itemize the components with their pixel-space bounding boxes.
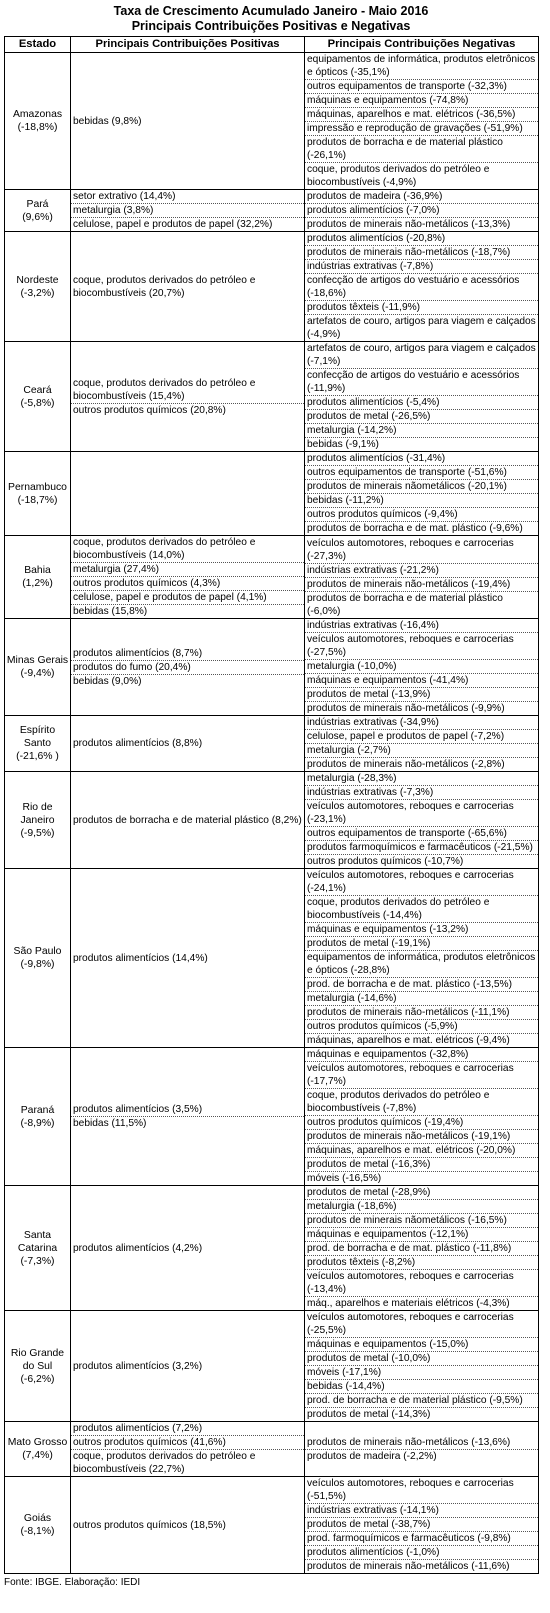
negative-contribution-item: máquinas e equipamentos (-12,1%) bbox=[305, 1227, 538, 1241]
state-cell bbox=[5, 342, 71, 452]
negative-contribution-item: produtos farmoquímicos e farmacêuticos (-21,5%) bbox=[305, 840, 538, 854]
state-rate: (1,2%) bbox=[22, 578, 53, 589]
negative-contribution-item: indústrias extrativas (-7,8%) bbox=[305, 259, 538, 273]
negative-contribution-item: equipamentos de informática, produtos eletrônicos e ópticos (-35,1%) bbox=[307, 54, 536, 78]
state-rate: (-18,8%) bbox=[17, 122, 58, 133]
negative-contributions-cell bbox=[305, 772, 539, 869]
header-negative: Principais Contribuições Negativas bbox=[305, 37, 539, 53]
negative-contribution-item: produtos de madeira (-36,9%) bbox=[307, 191, 443, 202]
state-rate: (-9,8%) bbox=[20, 959, 55, 970]
negative-contributions-cell bbox=[305, 452, 539, 536]
negative-contributions-cell bbox=[305, 1048, 539, 1186]
state-rate: (9,6%) bbox=[22, 211, 53, 223]
negative-contribution-item: coque, produtos derivados do petróleo e biocombustíveis (-4,9%) bbox=[305, 162, 538, 189]
negative-contribution-item: produtos de metal (-13,9%) bbox=[305, 687, 538, 701]
state-name: Nordeste bbox=[16, 274, 59, 286]
negative-contribution-item: prod. de borracha e de mat. plástico (-13,5%) bbox=[305, 977, 538, 991]
negative-contribution-item: artefatos de couro, artigos para viagem e calçados (-7,1%) bbox=[307, 343, 536, 367]
negative-contribution-item: bebidas (-11,2%) bbox=[305, 493, 538, 507]
state-cell bbox=[5, 452, 71, 536]
table-row bbox=[5, 190, 539, 232]
table-row bbox=[5, 1311, 539, 1422]
negative-contribution-item: produtos de minerais não-metálicos (-19,4%) bbox=[305, 577, 538, 591]
source-note: Fonte: IBGE. Elaboração: IEDI bbox=[4, 1577, 141, 1588]
table-body bbox=[5, 53, 539, 1574]
positive-contributions-cell bbox=[71, 772, 305, 869]
negative-contribution-item: produtos têxteis (-8,2%) bbox=[305, 1255, 538, 1269]
negative-contribution-item: metalurgia (-2,7%) bbox=[305, 743, 538, 757]
negative-contribution-item: bebidas (-14,4%) bbox=[305, 1379, 538, 1393]
negative-contribution-item: veículos automotores, reboques e carrocerias (-25,5%) bbox=[307, 1312, 514, 1336]
positive-contribution-item: produtos do fumo (20,4%) bbox=[71, 660, 304, 674]
state-cell bbox=[5, 619, 71, 716]
state-rate: (7,4%) bbox=[22, 1450, 53, 1461]
table-subtitle: Principais Contribuições Positivas e Negativas bbox=[131, 19, 411, 33]
header-positive: Principais Contribuições Positivas bbox=[71, 37, 305, 53]
positive-contributions-cell bbox=[71, 452, 305, 536]
state-cell bbox=[5, 190, 71, 232]
negative-contribution-item: outros equipamentos de transporte (-51,6%) bbox=[305, 465, 538, 479]
state-rate: (-9,4%) bbox=[20, 668, 55, 679]
state-cell bbox=[5, 232, 71, 342]
state-cell bbox=[5, 1048, 71, 1186]
negative-contribution-item: produtos de metal (-26,5%) bbox=[305, 409, 538, 423]
positive-contributions-cell bbox=[71, 190, 305, 232]
positive-contribution-item: metalurgia (3,8%) bbox=[71, 203, 304, 217]
state-cell bbox=[5, 53, 71, 190]
positive-contribution-item: celulose, papel e produtos de papel (4,1%) bbox=[71, 590, 304, 604]
table-row bbox=[5, 1422, 539, 1477]
state-name: Ceará bbox=[23, 384, 52, 396]
state-name: Pernambuco bbox=[8, 481, 67, 493]
negative-contribution-item: produtos de madeira (-2,2%) bbox=[305, 1449, 538, 1463]
negative-contribution-item: indústrias extrativas (-34,9%) bbox=[307, 717, 439, 728]
negative-contribution-item: outros produtos químicos (-5,9%) bbox=[305, 1019, 538, 1033]
state-rate: (-7,3%) bbox=[20, 1255, 55, 1267]
state-name: Pará bbox=[26, 198, 49, 210]
positive-contribution-item: coque, produtos derivados do petróleo e biocombustíveis (20,7%) bbox=[73, 274, 256, 299]
negative-contribution-item: metalurgia (-18,6%) bbox=[305, 1199, 538, 1213]
negative-contribution-item: produtos de minerais não-metálicos (-13,3%) bbox=[305, 217, 538, 231]
negative-contribution-item: produtos de borracha e de mat. plástico (-9,6%) bbox=[305, 521, 538, 535]
positive-contribution-item: celulose, papel e produtos de papel (32,2%) bbox=[71, 217, 304, 231]
state-rate: (-5,8%) bbox=[20, 397, 55, 409]
negative-contribution-item: produtos de minerais não-metálicos (-18,7%) bbox=[305, 245, 538, 259]
positive-contribution-item: coque, produtos derivados do petróleo e biocombustíveis (15,4%) bbox=[73, 377, 256, 402]
table-row bbox=[5, 1477, 539, 1574]
table-row bbox=[5, 772, 539, 869]
negative-contribution-item: veículos automotores, reboques e carrocerias (-51,5%) bbox=[307, 1478, 514, 1502]
positive-contributions-cell bbox=[71, 53, 305, 190]
state-rate: (-3,2%) bbox=[20, 287, 55, 299]
positive-contribution-item: bebidas (15,8%) bbox=[71, 604, 304, 618]
positive-contribution-item: outros produtos químicos (4,3%) bbox=[71, 576, 304, 590]
negative-contribution-item: veículos automotores, reboques e carrocerias (-17,7%) bbox=[305, 1061, 538, 1088]
state-name: Minas Gerais bbox=[6, 655, 69, 666]
positive-contributions-cell bbox=[71, 1311, 305, 1422]
negative-contribution-item: produtos de minerais não-metálicos (-2,8%) bbox=[305, 757, 538, 771]
negative-contribution-item: produtos de metal (-19,1%) bbox=[305, 936, 538, 950]
negative-contribution-item: outros equipamentos de transporte (-32,3%) bbox=[305, 79, 538, 93]
negative-contribution-item: outros produtos químicos (-10,7%) bbox=[305, 854, 538, 868]
negative-contribution-item: produtos de metal (-28,9%) bbox=[307, 1187, 431, 1198]
negative-contribution-item: móveis (-17,1%) bbox=[305, 1365, 538, 1379]
negative-contribution-item: metalurgia (-14,6%) bbox=[305, 991, 538, 1005]
negative-contribution-item: coque, produtos derivados do petróleo e biocombustíveis (-14,4%) bbox=[305, 895, 538, 922]
negative-contributions-cell bbox=[305, 619, 539, 716]
negative-contribution-item: prod. de borracha e de mat. plástico (-11,8%) bbox=[305, 1241, 538, 1255]
positive-contribution-item: setor extrativo (14,4%) bbox=[73, 191, 176, 202]
header-state: Estado bbox=[5, 37, 71, 53]
negative-contributions-cell bbox=[305, 1186, 539, 1311]
state-name: Espírito Santo bbox=[19, 725, 56, 749]
negative-contribution-item: outros produtos químicos (-9,4%) bbox=[305, 507, 538, 521]
negative-contribution-item: máquinas, aparelhos e mat. elétricos (-20,0%) bbox=[305, 1143, 538, 1157]
negative-contributions-cell bbox=[305, 190, 539, 232]
state-rate: (-8,9%) bbox=[20, 1117, 55, 1129]
negative-contribution-item: indústrias extrativas (-7,3%) bbox=[305, 785, 538, 799]
negative-contribution-item: produtos de minerais não-metálicos (-13,6%) bbox=[307, 1436, 511, 1448]
negative-contribution-item: produtos de minerais não-metálicos (-11,1%) bbox=[305, 1005, 538, 1019]
positive-contribution-item: bebidas (9,0%) bbox=[71, 674, 304, 688]
negative-contribution-item: indústrias extrativas (-16,4%) bbox=[307, 620, 439, 631]
positive-contributions-cell bbox=[71, 716, 305, 772]
negative-contribution-item: confecção de artigos do vestuário e acessórios (-18,6%) bbox=[305, 273, 538, 300]
positive-contribution-item: produtos alimentícios (3,2%) bbox=[73, 1360, 203, 1372]
positive-contribution-item: bebidas (11,5%) bbox=[71, 1116, 304, 1130]
positive-contribution-item: produtos alimentícios (14,4%) bbox=[73, 952, 208, 964]
table-row bbox=[5, 1048, 539, 1186]
table-row bbox=[5, 716, 539, 772]
negative-contribution-item: máquinas e equipamentos (-32,8%) bbox=[307, 1049, 469, 1060]
negative-contribution-item: produtos de minerais nãometálicos (-20,1%) bbox=[305, 479, 538, 493]
positive-contributions-cell bbox=[71, 619, 305, 716]
negative-contribution-item: produtos de metal (-10,0%) bbox=[305, 1351, 538, 1365]
negative-contribution-item: máquinas e equipamentos (-74,8%) bbox=[305, 93, 538, 107]
negative-contribution-item: outros produtos químicos (-19,4%) bbox=[305, 1115, 538, 1129]
negative-contribution-item: veículos automotores, reboques e carrocerias (-13,4%) bbox=[305, 1269, 538, 1296]
negative-contribution-item: produtos alimentícios (-31,4%) bbox=[307, 453, 446, 464]
positive-contributions-cell bbox=[71, 342, 305, 452]
table-row bbox=[5, 619, 539, 716]
negative-contributions-cell bbox=[305, 53, 539, 190]
positive-contributions-cell bbox=[71, 1422, 305, 1477]
positive-contributions-cell bbox=[71, 1048, 305, 1186]
header-row bbox=[5, 37, 539, 53]
positive-contribution-item: produtos alimentícios (7,2%) bbox=[73, 1423, 203, 1434]
negative-contribution-item: indústrias extrativas (-14,1%) bbox=[305, 1503, 538, 1517]
negative-contribution-item: coque, produtos derivados do petróleo e biocombustíveis (-7,8%) bbox=[305, 1088, 538, 1115]
negative-contribution-item: produtos têxteis (-11,9%) bbox=[305, 300, 538, 314]
negative-contributions-cell bbox=[305, 232, 539, 342]
positive-contribution-item: coque, produtos derivados do petróleo e biocombustíveis (14,0%) bbox=[73, 537, 256, 561]
negative-contribution-item: confecção de artigos do vestuário e acessórios (-11,9%) bbox=[305, 368, 538, 395]
state-rate: (-18,7%) bbox=[17, 494, 58, 506]
positive-contribution-item: outros produtos químicos (18,5%) bbox=[73, 1519, 226, 1531]
positive-contributions-cell bbox=[71, 1477, 305, 1574]
positive-contribution-item: produtos alimentícios (8,7%) bbox=[73, 647, 203, 659]
negative-contribution-item: produtos de borracha e de material plástico (-26,1%) bbox=[305, 135, 538, 162]
table-row bbox=[5, 452, 539, 536]
positive-contributions-cell bbox=[71, 536, 305, 619]
positive-contribution-item: produtos de borracha e de material plástico (8,2%) bbox=[73, 814, 302, 826]
negative-contributions-cell bbox=[305, 1311, 539, 1422]
state-name: Goiás bbox=[23, 1513, 52, 1524]
negative-contribution-item: indústrias extrativas (-21,2%) bbox=[305, 563, 538, 577]
positive-contribution-item: produtos alimentícios (4,2%) bbox=[73, 1242, 203, 1254]
negative-contribution-item: produtos de metal (-16,3%) bbox=[305, 1157, 538, 1171]
negative-contribution-item: veículos automotores, reboques e carrocerias (-24,1%) bbox=[307, 870, 514, 894]
negative-contribution-item: produtos alimentícios (-20,8%) bbox=[307, 233, 446, 244]
state-name: Mato Grosso bbox=[7, 1437, 68, 1448]
negative-contribution-item: máquinas, aparelhos e mat. elétricos (-9,4%) bbox=[305, 1033, 538, 1047]
negative-contribution-item: máquinas e equipamentos (-13,2%) bbox=[305, 922, 538, 936]
negative-contribution-item: prod. de borracha e de material plástico (-9,5%) bbox=[305, 1393, 538, 1407]
negative-contribution-item: veículos automotores, reboques e carrocerias (-23,1%) bbox=[305, 799, 538, 826]
state-name: São Paulo bbox=[13, 946, 62, 957]
state-name: Paraná bbox=[20, 1104, 55, 1116]
state-rate: (-9,5%) bbox=[20, 827, 55, 839]
table-row bbox=[5, 342, 539, 452]
negative-contribution-item: metalurgia (-10,0%) bbox=[305, 659, 538, 673]
negative-contribution-item: máquinas e equipamentos (-41,4%) bbox=[305, 673, 538, 687]
negative-contribution-item: produtos de metal (-14,3%) bbox=[305, 1407, 538, 1421]
positive-contribution-item: metalurgia (27,4%) bbox=[71, 562, 304, 576]
negative-contribution-item: máq., aparelhos e materiais elétricos (-4,3%) bbox=[305, 1296, 538, 1310]
negative-contribution-item: máquinas, aparelhos e mat. elétricos (-36,5%) bbox=[305, 107, 538, 121]
negative-contribution-item: prod. farmoquímicos e farmacêuticos (-9,8%) bbox=[305, 1531, 538, 1545]
contributions-table bbox=[4, 36, 539, 1574]
negative-contributions-cell bbox=[305, 869, 539, 1048]
state-rate: (-6,2%) bbox=[20, 1373, 55, 1385]
negative-contribution-item: produtos alimentícios (-7,0%) bbox=[305, 203, 538, 217]
state-cell bbox=[5, 1186, 71, 1311]
state-cell bbox=[5, 1477, 71, 1574]
negative-contribution-item: metalurgia (-28,3%) bbox=[307, 773, 397, 784]
negative-contribution-item: produtos de minerais não-metálicos (-19,1%) bbox=[305, 1129, 538, 1143]
negative-contribution-item: máquinas e equipamentos (-15,0%) bbox=[305, 1337, 538, 1351]
state-rate: (-8,1%) bbox=[20, 1526, 55, 1537]
negative-contribution-item: metalurgia (-14,2%) bbox=[305, 423, 538, 437]
state-cell bbox=[5, 869, 71, 1048]
positive-contribution-item: produtos alimentícios (3,5%) bbox=[73, 1104, 203, 1115]
state-name: Bahia bbox=[24, 565, 51, 576]
positive-contribution-item: coque, produtos derivados do petróleo e biocombustíveis (22,7%) bbox=[71, 1449, 304, 1476]
negative-contribution-item: impressão e reprodução de gravações (-51,9%) bbox=[305, 121, 538, 135]
negative-contributions-cell bbox=[305, 1422, 539, 1477]
negative-contribution-item: produtos alimentícios (-5,4%) bbox=[305, 395, 538, 409]
negative-contribution-item: produtos de minerais nãometálicos (-16,5%) bbox=[305, 1213, 538, 1227]
negative-contribution-item: equipamentos de informática, produtos eletrônicos e ópticos (-28,8%) bbox=[305, 950, 538, 977]
state-cell bbox=[5, 716, 71, 772]
positive-contribution-item: produtos alimentícios (8,8%) bbox=[73, 738, 203, 749]
positive-contributions-cell bbox=[71, 232, 305, 342]
negative-contribution-item: produtos de minerais não-metálicos (-9,9%) bbox=[305, 701, 538, 715]
table-row bbox=[5, 1186, 539, 1311]
negative-contributions-cell bbox=[305, 536, 539, 619]
positive-contribution-item: outros produtos químicos (20,8%) bbox=[71, 403, 304, 417]
positive-contribution-item: bebidas (9,8%) bbox=[73, 115, 142, 127]
state-cell bbox=[5, 772, 71, 869]
table-row bbox=[5, 53, 539, 190]
positive-contributions-cell bbox=[71, 869, 305, 1048]
positive-contributions-cell bbox=[71, 1186, 305, 1311]
negative-contribution-item: outros equipamentos de transporte (-65,6%) bbox=[305, 826, 538, 840]
state-rate: (-21,6% ) bbox=[16, 751, 59, 762]
table-row bbox=[5, 869, 539, 1048]
state-cell bbox=[5, 1422, 71, 1477]
negative-contribution-item: veículos automotores, reboques e carrocerias (-27,5%) bbox=[305, 632, 538, 659]
state-name: Rio de Janeiro bbox=[20, 801, 55, 826]
negative-contribution-item: produtos de minerais não-metálicos (-11,6%) bbox=[305, 1559, 538, 1573]
table-row bbox=[5, 232, 539, 342]
negative-contributions-cell bbox=[305, 1477, 539, 1574]
negative-contribution-item: móveis (-16,5%) bbox=[305, 1171, 538, 1185]
negative-contributions-cell bbox=[305, 716, 539, 772]
negative-contribution-item: bebidas (-9,1%) bbox=[305, 437, 538, 451]
negative-contributions-cell bbox=[305, 342, 539, 452]
state-name: Rio Grande do Sul bbox=[10, 1347, 65, 1372]
state-cell bbox=[5, 1311, 71, 1422]
negative-contribution-item: artefatos de couro, artigos para viagem e calçados (-4,9%) bbox=[305, 314, 538, 341]
negative-contribution-item: produtos de metal (-38,7%) bbox=[305, 1517, 538, 1531]
state-name: Santa Catarina bbox=[17, 1229, 58, 1254]
table-title: Taxa de Crescimento Acumulado Janeiro - Maio 2016 bbox=[113, 4, 429, 18]
positive-contribution-item: outros produtos químicos (41,6%) bbox=[71, 1435, 304, 1449]
negative-contribution-item: veículos automotores, reboques e carrocerias (-27,3%) bbox=[307, 537, 514, 562]
state-cell bbox=[5, 536, 71, 619]
negative-contribution-item: produtos de borracha e de material plástico (-6,0%) bbox=[305, 591, 538, 618]
negative-contribution-item: celulose, papel e produtos de papel (-7,2%) bbox=[305, 729, 538, 743]
table-row bbox=[5, 536, 539, 619]
negative-contribution-item: produtos alimentícios (-1,0%) bbox=[305, 1545, 538, 1559]
state-name: Amazonas bbox=[12, 109, 63, 120]
